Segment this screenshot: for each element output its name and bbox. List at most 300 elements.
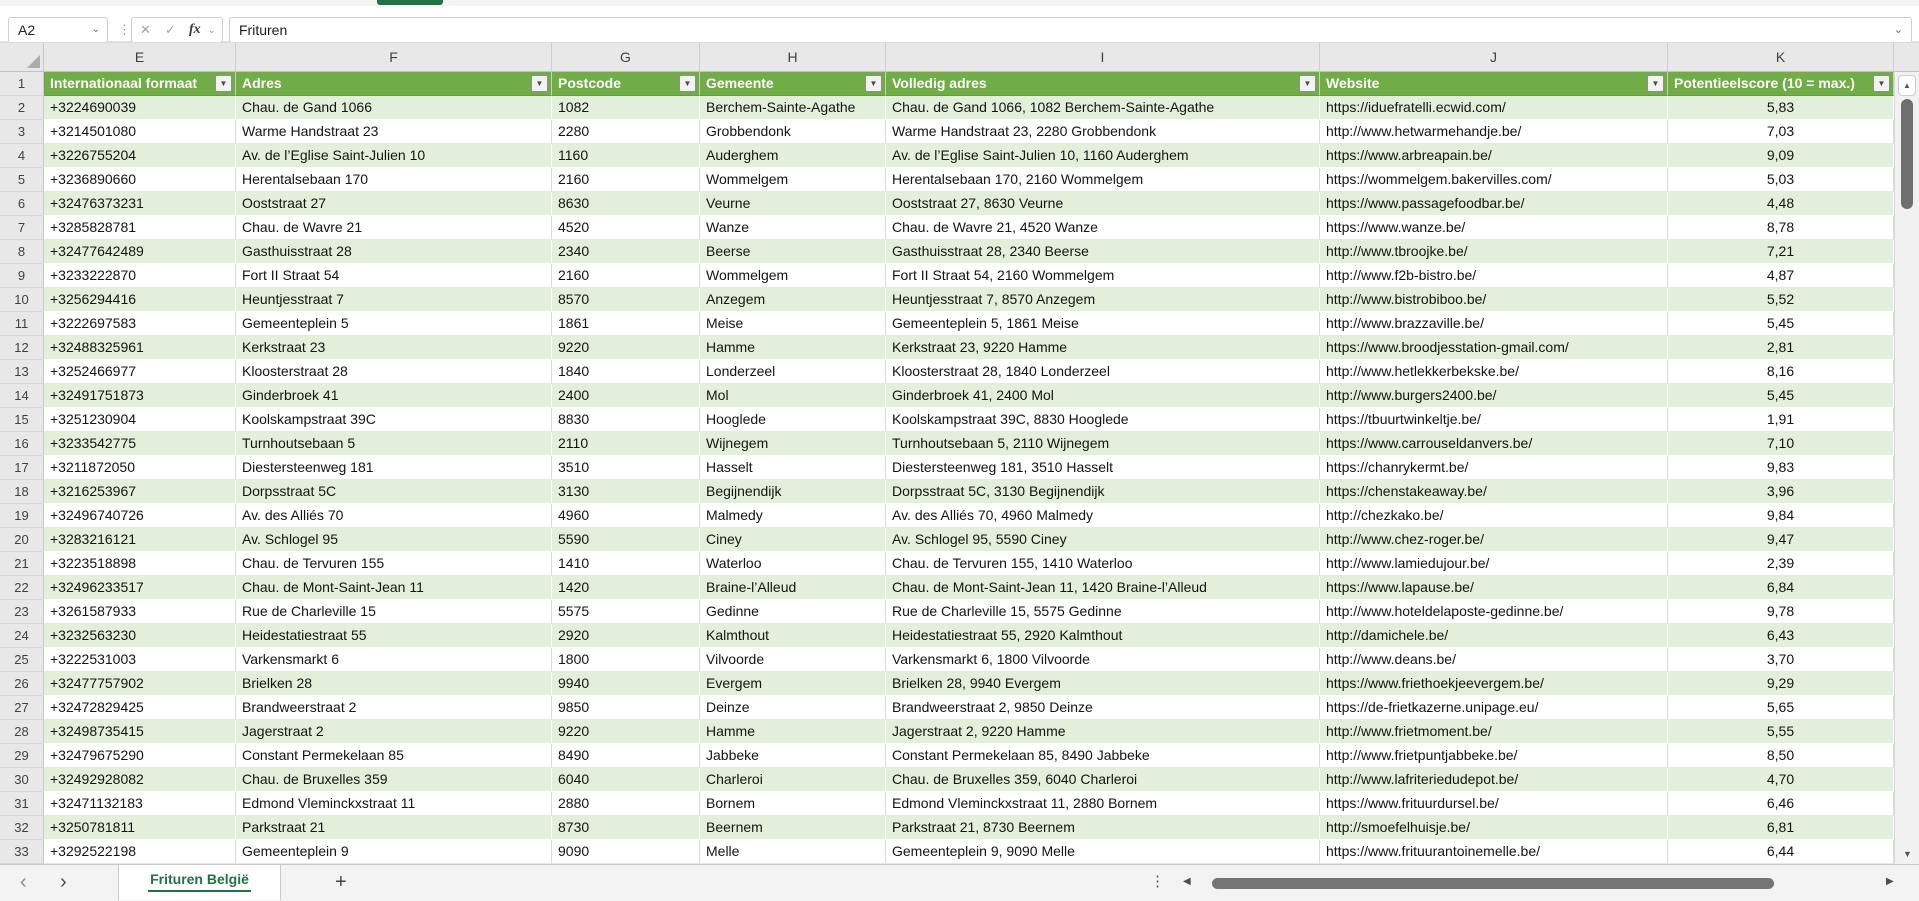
cell[interactable]: +32479675290	[44, 744, 236, 768]
cell[interactable]: 8630	[552, 192, 700, 216]
cell[interactable]: Constant Permekelaan 85, 8490 Jabbeke	[886, 744, 1320, 768]
cell[interactable]: https://www.wanze.be/	[1320, 216, 1668, 240]
cell[interactable]: 6,81	[1668, 816, 1894, 840]
cell[interactable]: http://damichele.be/	[1320, 624, 1668, 648]
cell[interactable]: https://www.frituurdursel.be/	[1320, 792, 1668, 816]
cell[interactable]: +32491751873	[44, 384, 236, 408]
cell[interactable]: Parkstraat 21	[236, 816, 552, 840]
cell[interactable]: Chau. de Tervuren 155	[236, 552, 552, 576]
cell[interactable]: https://www.carrouseldanvers.be/	[1320, 432, 1668, 456]
cell[interactable]: http://www.lamiedujour.be/	[1320, 552, 1668, 576]
cell[interactable]: 3510	[552, 456, 700, 480]
cell[interactable]: Hamme	[700, 720, 886, 744]
row-number[interactable]: 31	[0, 792, 44, 816]
cell[interactable]: +3261587933	[44, 600, 236, 624]
cell[interactable]: 3,70	[1668, 648, 1894, 672]
cell[interactable]: +3214501080	[44, 120, 236, 144]
row-number[interactable]: 33	[0, 840, 44, 864]
cell[interactable]: Jagerstraat 2, 9220 Hamme	[886, 720, 1320, 744]
cell[interactable]: Av. de l’Eglise Saint-Julien 10, 1160 Auderghem	[886, 144, 1320, 168]
cell[interactable]: +32496233517	[44, 576, 236, 600]
cell[interactable]: Gasthuisstraat 28, 2340 Beerse	[886, 240, 1320, 264]
cell[interactable]: Deinze	[700, 696, 886, 720]
cell[interactable]: Kalmthout	[700, 624, 886, 648]
vertical-scrollbar[interactable]	[1894, 72, 1919, 864]
cell[interactable]: Braine-l’Alleud	[700, 576, 886, 600]
cell[interactable]: 8490	[552, 744, 700, 768]
cell[interactable]: Kloosterstraat 28, 1840 Londerzeel	[886, 360, 1320, 384]
cell[interactable]: +3216253967	[44, 480, 236, 504]
cell[interactable]: Turnhoutsebaan 5	[236, 432, 552, 456]
cell[interactable]: 9,29	[1668, 672, 1894, 696]
filter-dropdown-icon[interactable]: ▼	[1647, 75, 1664, 92]
cell[interactable]: Av. des Alliés 70, 4960 Malmedy	[886, 504, 1320, 528]
cell[interactable]: 5590	[552, 528, 700, 552]
add-sheet-button[interactable]: +	[335, 871, 347, 893]
cell[interactable]: https://www.lapause.be/	[1320, 576, 1668, 600]
cell[interactable]: Diestersteenweg 181	[236, 456, 552, 480]
cell[interactable]: Berchem-Sainte-Agathe	[700, 96, 886, 120]
cell[interactable]: 2,81	[1668, 336, 1894, 360]
row-number[interactable]: 8	[0, 240, 44, 264]
column-header[interactable]	[236, 72, 552, 96]
cell[interactable]: http://www.hetwarmehandje.be/	[1320, 120, 1668, 144]
row-number[interactable]: 11	[0, 312, 44, 336]
cell[interactable]: Warme Handstraat 23, 2280 Grobbendonk	[886, 120, 1320, 144]
cell[interactable]: +3251230904	[44, 408, 236, 432]
cell[interactable]: Chau. de Bruxelles 359, 6040 Charleroi	[886, 768, 1320, 792]
cell[interactable]: +32476373231	[44, 192, 236, 216]
cell[interactable]: https://www.friethoekjeevergem.be/	[1320, 672, 1668, 696]
cell[interactable]: Brielken 28	[236, 672, 552, 696]
column-header[interactable]	[44, 72, 236, 96]
cell[interactable]: Veurne	[700, 192, 886, 216]
tab-nav-back-icon[interactable]: ‹	[20, 871, 27, 893]
cell[interactable]: 6040	[552, 768, 700, 792]
cell[interactable]: Bornem	[700, 792, 886, 816]
cell[interactable]: Chau. de Wavre 21	[236, 216, 552, 240]
cell[interactable]: Kerkstraat 23, 9220 Hamme	[886, 336, 1320, 360]
select-all-corner[interactable]	[0, 43, 44, 71]
cell[interactable]: 8,78	[1668, 216, 1894, 240]
cell[interactable]: Wijnegem	[700, 432, 886, 456]
cell[interactable]: Chau. de Gand 1066, 1082 Berchem-Sainte-Agathe	[886, 96, 1320, 120]
cell[interactable]: https://de-frietkazerne.unipage.eu/	[1320, 696, 1668, 720]
cell[interactable]: 9,78	[1668, 600, 1894, 624]
row-number[interactable]: 24	[0, 624, 44, 648]
cell[interactable]: Hooglede	[700, 408, 886, 432]
cell[interactable]: Heuntjesstraat 7	[236, 288, 552, 312]
cell[interactable]: 5,52	[1668, 288, 1894, 312]
cell[interactable]: Heuntjesstraat 7, 8570 Anzegem	[886, 288, 1320, 312]
cell[interactable]: Anzegem	[700, 288, 886, 312]
cell[interactable]: Ciney	[700, 528, 886, 552]
cell[interactable]: Begijnendijk	[700, 480, 886, 504]
formula-expand-chevron-icon[interactable]: ⌄	[1893, 24, 1903, 36]
column-letter-K[interactable]: K	[1668, 43, 1894, 71]
cell[interactable]: +3232563230	[44, 624, 236, 648]
cell[interactable]: 1800	[552, 648, 700, 672]
cell[interactable]: 1082	[552, 96, 700, 120]
cell[interactable]: Varkensmarkt 6	[236, 648, 552, 672]
cell[interactable]: https://wommelgem.bakervilles.com/	[1320, 168, 1668, 192]
cell[interactable]: http://www.brazzaville.be/	[1320, 312, 1668, 336]
row-number[interactable]: 16	[0, 432, 44, 456]
cell[interactable]: 2,39	[1668, 552, 1894, 576]
cell[interactable]: 7,21	[1668, 240, 1894, 264]
cell[interactable]: https://www.broodjesstation-gmail.com/	[1320, 336, 1668, 360]
filter-dropdown-icon[interactable]: ▼	[679, 75, 696, 92]
row-number[interactable]: 14	[0, 384, 44, 408]
cell[interactable]: Wommelgem	[700, 264, 886, 288]
tab-nav-forward-icon[interactable]: ›	[60, 871, 67, 893]
row-number[interactable]: 5	[0, 168, 44, 192]
cell[interactable]: Malmedy	[700, 504, 886, 528]
enter-check-icon[interactable]: ✓	[165, 22, 176, 37]
cell[interactable]: +3292522198	[44, 840, 236, 864]
cell[interactable]: 2920	[552, 624, 700, 648]
cell[interactable]: 2280	[552, 120, 700, 144]
cell[interactable]: Heidestatiestraat 55	[236, 624, 552, 648]
row-number[interactable]: 21	[0, 552, 44, 576]
cell[interactable]: Beernem	[700, 816, 886, 840]
cell[interactable]: +32477642489	[44, 240, 236, 264]
cell[interactable]: 2160	[552, 168, 700, 192]
cell[interactable]: +3222697583	[44, 312, 236, 336]
cell[interactable]: Chau. de Mont-Saint-Jean 11, 1420 Braine-l’Alleud	[886, 576, 1320, 600]
cell[interactable]: +3233542775	[44, 432, 236, 456]
filter-dropdown-icon[interactable]: ▼	[1873, 75, 1890, 92]
row-number[interactable]: 12	[0, 336, 44, 360]
cell[interactable]: Av. Schlogel 95, 5590 Ciney	[886, 528, 1320, 552]
sheet-tab-active[interactable]	[118, 865, 281, 900]
cell[interactable]: http://www.tbroojke.be/	[1320, 240, 1668, 264]
cell[interactable]: +3252466977	[44, 360, 236, 384]
cell[interactable]: Edmond Vleminckxstraat 11, 2880 Bornem	[886, 792, 1320, 816]
cell[interactable]: Herentalsebaan 170	[236, 168, 552, 192]
cell[interactable]: Constant Permekelaan 85	[236, 744, 552, 768]
cell[interactable]: 2880	[552, 792, 700, 816]
cell[interactable]: Varkensmarkt 6, 1800 Vilvoorde	[886, 648, 1320, 672]
cell[interactable]: Edmond Vleminckxstraat 11	[236, 792, 552, 816]
cell[interactable]: https://chanrykermt.be/	[1320, 456, 1668, 480]
cell[interactable]: +3283216121	[44, 528, 236, 552]
row-number[interactable]: 6	[0, 192, 44, 216]
cell[interactable]: Jabbeke	[700, 744, 886, 768]
row-number[interactable]: 17	[0, 456, 44, 480]
cell[interactable]: 5,45	[1668, 384, 1894, 408]
row-number[interactable]: 28	[0, 720, 44, 744]
row-number[interactable]: 25	[0, 648, 44, 672]
cell[interactable]: Ginderbroek 41, 2400 Mol	[886, 384, 1320, 408]
cell[interactable]: 8,50	[1668, 744, 1894, 768]
cell[interactable]: +32471132183	[44, 792, 236, 816]
cell[interactable]: +32492928082	[44, 768, 236, 792]
cell[interactable]: Hamme	[700, 336, 886, 360]
cell[interactable]: Av. Schlogel 95	[236, 528, 552, 552]
cancel-icon[interactable]: ✕	[140, 22, 151, 37]
cell[interactable]: 8830	[552, 408, 700, 432]
cell[interactable]: http://chezkako.be/	[1320, 504, 1668, 528]
cell[interactable]: 6,84	[1668, 576, 1894, 600]
row-number[interactable]: 10	[0, 288, 44, 312]
column-letter-J[interactable]: J	[1320, 43, 1668, 71]
cell[interactable]: Brandweerstraat 2	[236, 696, 552, 720]
cell[interactable]: 4,87	[1668, 264, 1894, 288]
cell[interactable]: Wommelgem	[700, 168, 886, 192]
cell[interactable]: Chau. de Gand 1066	[236, 96, 552, 120]
cell[interactable]: Av. de l’Eglise Saint-Julien 10	[236, 144, 552, 168]
cell[interactable]: Koolskampstraat 39C	[236, 408, 552, 432]
row-number[interactable]: 19	[0, 504, 44, 528]
cell[interactable]: Gasthuisstraat 28	[236, 240, 552, 264]
cell[interactable]: Ooststraat 27	[236, 192, 552, 216]
cell[interactable]: 5,55	[1668, 720, 1894, 744]
cell[interactable]: +3223518898	[44, 552, 236, 576]
column-header[interactable]	[1320, 72, 1668, 96]
row-number[interactable]: 22	[0, 576, 44, 600]
cell[interactable]: https://chenstakeaway.be/	[1320, 480, 1668, 504]
cell[interactable]: +32472829425	[44, 696, 236, 720]
cell[interactable]: http://www.hetlekkerbekske.be/	[1320, 360, 1668, 384]
cell[interactable]: Gemeenteplein 9, 9090 Melle	[886, 840, 1320, 864]
cell[interactable]: http://www.f2b-bistro.be/	[1320, 264, 1668, 288]
row-number[interactable]: 29	[0, 744, 44, 768]
cell[interactable]: +3222531003	[44, 648, 236, 672]
tab-options-kebab-icon[interactable]: ⋮	[1150, 873, 1165, 890]
cell[interactable]: Ooststraat 27, 8630 Veurne	[886, 192, 1320, 216]
hscroll-right-icon[interactable]: ▶	[1886, 876, 1894, 887]
column-letter-G[interactable]: G	[552, 43, 700, 71]
cell[interactable]: 5,45	[1668, 312, 1894, 336]
row-number[interactable]: 20	[0, 528, 44, 552]
cell[interactable]: Meise	[700, 312, 886, 336]
cell[interactable]: 5,65	[1668, 696, 1894, 720]
cell[interactable]: Diestersteenweg 181, 3510 Hasselt	[886, 456, 1320, 480]
row-number[interactable]: 13	[0, 360, 44, 384]
cell[interactable]: http://www.lafriteriedudepot.be/	[1320, 768, 1668, 792]
column-header[interactable]	[886, 72, 1320, 96]
cell[interactable]: http://www.burgers2400.be/	[1320, 384, 1668, 408]
column-header[interactable]	[700, 72, 886, 96]
row-number[interactable]: 23	[0, 600, 44, 624]
cell[interactable]: Gemeenteplein 5	[236, 312, 552, 336]
cell[interactable]: +3256294416	[44, 288, 236, 312]
cell[interactable]: Turnhoutsebaan 5, 2110 Wijnegem	[886, 432, 1320, 456]
cell[interactable]: Wanze	[700, 216, 886, 240]
row-number[interactable]: 4	[0, 144, 44, 168]
fx-chevron-icon[interactable]: ⌄	[208, 25, 216, 35]
horizontal-scroll-thumb[interactable]	[1212, 878, 1774, 889]
cell[interactable]: https://tbuurtwinkeltje.be/	[1320, 408, 1668, 432]
cell[interactable]: Londerzeel	[700, 360, 886, 384]
cell[interactable]: Kerkstraat 23	[236, 336, 552, 360]
row-number[interactable]: 2	[0, 96, 44, 120]
filter-dropdown-icon[interactable]: ▼	[865, 75, 882, 92]
hscroll-left-icon[interactable]: ◀	[1183, 876, 1191, 887]
cell[interactable]: 5,03	[1668, 168, 1894, 192]
cell[interactable]: 9090	[552, 840, 700, 864]
cell[interactable]: 8570	[552, 288, 700, 312]
cell[interactable]: +3233222870	[44, 264, 236, 288]
cell[interactable]: Evergem	[700, 672, 886, 696]
cell[interactable]: 5575	[552, 600, 700, 624]
cell[interactable]: 2110	[552, 432, 700, 456]
cell[interactable]: 9,47	[1668, 528, 1894, 552]
cell[interactable]: 6,46	[1668, 792, 1894, 816]
name-box-chevron-icon[interactable]: ⌄	[91, 24, 100, 35]
cell[interactable]: 9,09	[1668, 144, 1894, 168]
cell[interactable]: Warme Handstraat 23	[236, 120, 552, 144]
cell[interactable]: 7,10	[1668, 432, 1894, 456]
row-number[interactable]: 15	[0, 408, 44, 432]
cell[interactable]: 9,84	[1668, 504, 1894, 528]
cell[interactable]: Chau. de Bruxelles 359	[236, 768, 552, 792]
cell[interactable]: Chau. de Mont-Saint-Jean 11	[236, 576, 552, 600]
row-number[interactable]: 32	[0, 816, 44, 840]
cell[interactable]: +3236890660	[44, 168, 236, 192]
cell[interactable]: 2400	[552, 384, 700, 408]
cell[interactable]: 4960	[552, 504, 700, 528]
column-header[interactable]	[552, 72, 700, 96]
cell[interactable]: https://www.frituurantoinemelle.be/	[1320, 840, 1668, 864]
cell[interactable]: Vilvoorde	[700, 648, 886, 672]
cell[interactable]: 7,03	[1668, 120, 1894, 144]
cell[interactable]: Charleroi	[700, 768, 886, 792]
cell[interactable]: +32488325961	[44, 336, 236, 360]
cell[interactable]: 6,44	[1668, 840, 1894, 864]
cell[interactable]: http://www.bistrobiboo.be/	[1320, 288, 1668, 312]
cell[interactable]: Auderghem	[700, 144, 886, 168]
cell[interactable]: Waterloo	[700, 552, 886, 576]
cell[interactable]: Hasselt	[700, 456, 886, 480]
cell[interactable]: 5,83	[1668, 96, 1894, 120]
cell[interactable]: Koolskampstraat 39C, 8830 Hooglede	[886, 408, 1320, 432]
cell[interactable]: Gemeenteplein 9	[236, 840, 552, 864]
cell[interactable]: 8,16	[1668, 360, 1894, 384]
cell[interactable]: http://www.chez-roger.be/	[1320, 528, 1668, 552]
row-number[interactable]: 30	[0, 768, 44, 792]
formula-input[interactable]	[229, 17, 1912, 43]
cell[interactable]: 1160	[552, 144, 700, 168]
cell[interactable]: 3,96	[1668, 480, 1894, 504]
cell[interactable]: 1840	[552, 360, 700, 384]
cell[interactable]: Melle	[700, 840, 886, 864]
cell[interactable]: Brielken 28, 9940 Evergem	[886, 672, 1320, 696]
vertical-scroll-thumb[interactable]	[1901, 99, 1913, 209]
cell[interactable]: Chau. de Tervuren 155, 1410 Waterloo	[886, 552, 1320, 576]
cell[interactable]: +3211872050	[44, 456, 236, 480]
cell[interactable]: Ginderbroek 41	[236, 384, 552, 408]
cell[interactable]: 9220	[552, 720, 700, 744]
cell[interactable]: 3130	[552, 480, 700, 504]
cell[interactable]: Dorpsstraat 5C, 3130 Begijnendijk	[886, 480, 1320, 504]
name-box[interactable]	[8, 17, 108, 43]
cell[interactable]: 4,48	[1668, 192, 1894, 216]
cell[interactable]: Av. des Alliés 70	[236, 504, 552, 528]
cell[interactable]: 9,83	[1668, 456, 1894, 480]
cell[interactable]: 1420	[552, 576, 700, 600]
cell[interactable]: https://iduefratelli.ecwid.com/	[1320, 96, 1668, 120]
scroll-down-icon[interactable]: ▼	[1903, 849, 1912, 859]
cell[interactable]: http://smoefelhuisje.be/	[1320, 816, 1668, 840]
column-header-strip	[0, 42, 1919, 72]
cell[interactable]: 2340	[552, 240, 700, 264]
column-header[interactable]	[1668, 72, 1894, 96]
cell[interactable]: 1410	[552, 552, 700, 576]
row-number[interactable]: 1	[0, 72, 44, 96]
column-letter-H[interactable]: H	[700, 43, 886, 71]
cell[interactable]: https://www.passagefoodbar.be/	[1320, 192, 1668, 216]
cell[interactable]: Herentalsebaan 170, 2160 Wommelgem	[886, 168, 1320, 192]
cell[interactable]: Kloosterstraat 28	[236, 360, 552, 384]
cell[interactable]: Gedinne	[700, 600, 886, 624]
cell[interactable]: Beerse	[700, 240, 886, 264]
cell[interactable]: Parkstraat 21, 8730 Beernem	[886, 816, 1320, 840]
cell[interactable]: +32498735415	[44, 720, 236, 744]
cell[interactable]: 1861	[552, 312, 700, 336]
row-number[interactable]: 9	[0, 264, 44, 288]
cell[interactable]: 8730	[552, 816, 700, 840]
cell[interactable]: Chau. de Wavre 21, 4520 Wanze	[886, 216, 1320, 240]
cell[interactable]: +32477757902	[44, 672, 236, 696]
insert-function-fx-icon[interactable]: fx	[189, 22, 201, 37]
cell[interactable]: Rue de Charleville 15	[236, 600, 552, 624]
cell[interactable]: Gemeenteplein 5, 1861 Meise	[886, 312, 1320, 336]
column-letter-I[interactable]: I	[886, 43, 1320, 71]
cell[interactable]: +32496740726	[44, 504, 236, 528]
cell[interactable]: http://www.frietpuntjabbeke.be/	[1320, 744, 1668, 768]
cell[interactable]: +3250781811	[44, 816, 236, 840]
cell[interactable]: Fort II Straat 54, 2160 Wommelgem	[886, 264, 1320, 288]
cell[interactable]: Jagerstraat 2	[236, 720, 552, 744]
cell[interactable]: Fort II Straat 54	[236, 264, 552, 288]
cell[interactable]: 4520	[552, 216, 700, 240]
row-number[interactable]: 26	[0, 672, 44, 696]
cell[interactable]: Rue de Charleville 15, 5575 Gedinne	[886, 600, 1320, 624]
cell[interactable]: 9940	[552, 672, 700, 696]
filter-dropdown-icon[interactable]: ▼	[531, 75, 548, 92]
filter-dropdown-icon[interactable]: ▼	[215, 75, 232, 92]
cell[interactable]: 9850	[552, 696, 700, 720]
cell[interactable]: http://www.deans.be/	[1320, 648, 1668, 672]
cell[interactable]: +3285828781	[44, 216, 236, 240]
cell[interactable]: https://www.arbreapain.be/	[1320, 144, 1668, 168]
cell[interactable]: 9220	[552, 336, 700, 360]
cell[interactable]: 1,91	[1668, 408, 1894, 432]
cell[interactable]: +3226755204	[44, 144, 236, 168]
cell[interactable]: 2160	[552, 264, 700, 288]
scroll-up-button[interactable]: ▲	[1898, 75, 1916, 96]
cell[interactable]: Dorpsstraat 5C	[236, 480, 552, 504]
cell[interactable]: Heidestatiestraat 55, 2920 Kalmthout	[886, 624, 1320, 648]
filter-dropdown-icon[interactable]: ▼	[1299, 75, 1316, 92]
cell[interactable]: Grobbendonk	[700, 120, 886, 144]
cell[interactable]: 6,43	[1668, 624, 1894, 648]
row-number[interactable]: 18	[0, 480, 44, 504]
cell[interactable]: +3224690039	[44, 96, 236, 120]
cell[interactable]: http://www.frietmoment.be/	[1320, 720, 1668, 744]
cell[interactable]: Brandweerstraat 2, 9850 Deinze	[886, 696, 1320, 720]
cell[interactable]: 4,70	[1668, 768, 1894, 792]
cell[interactable]: http://www.hoteldelaposte-gedinne.be/	[1320, 600, 1668, 624]
column-letter-E[interactable]: E	[44, 43, 236, 71]
row-number[interactable]: 27	[0, 696, 44, 720]
row-number[interactable]: 7	[0, 216, 44, 240]
cell[interactable]: Mol	[700, 384, 886, 408]
column-letter-F[interactable]: F	[236, 43, 552, 71]
row-number[interactable]: 3	[0, 120, 44, 144]
